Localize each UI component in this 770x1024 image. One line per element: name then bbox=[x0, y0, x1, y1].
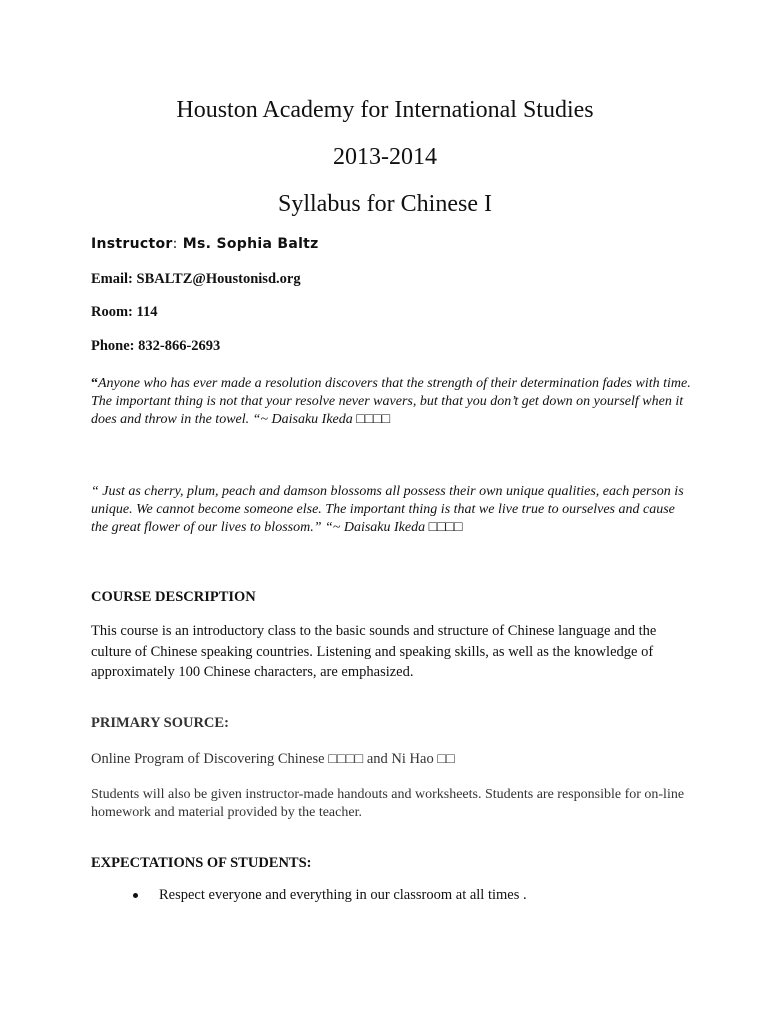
instructor-label: Instructor bbox=[91, 236, 173, 252]
expectations-list bbox=[133, 886, 693, 905]
expectations-heading: EXPECTATIONS OF STUDENTS: bbox=[91, 855, 312, 871]
quote-1-open-mark: “ bbox=[91, 376, 98, 391]
expectation-text: Respect everyone and everything in our classroom at all times . bbox=[159, 887, 527, 903]
room-line: Room: 114 bbox=[91, 304, 158, 320]
quote-1-text: Anyone who has ever made a resolution discovers that the strength of their determination fades with time. The important thing is not that your resolve never wavers, but that you don’t get down on yourself when it does and throw in the towel. “~ Daisaku Ikeda □□□□ bbox=[91, 376, 691, 427]
course-description-text: This course is an introductory class to the basic sounds and structure of Chinese language and the culture of Chinese speaking countries. Listening and speaking skills, as well as the knowledge of approximately 100 Chinese characters, are emphasized. bbox=[91, 623, 657, 680]
quote-1 bbox=[91, 375, 691, 429]
quote-2 bbox=[91, 483, 691, 537]
instructor-name: Ms. Sophia Baltz bbox=[177, 236, 319, 252]
school-year: 2013-2014 bbox=[333, 144, 437, 170]
bullet-icon bbox=[133, 893, 138, 898]
primary-source-text: Online Program of Discovering Chinese □□□□ and Ni Hao □□ bbox=[91, 751, 455, 767]
instructor-colon: : bbox=[172, 236, 178, 252]
primary-source-heading: PRIMARY SOURCE: bbox=[91, 715, 229, 731]
course-description-heading: COURSE DESCRIPTION bbox=[91, 589, 256, 605]
quote-2-text: “ Just as cherry, plum, peach and damson blossoms all possess their own unique qualities, each person is unique. We cannot become someone else. The important thing is that we live true to ourselves and cause the great flower of our lives to blossom.” “~ Daisaku Ikeda □□□□ bbox=[91, 484, 684, 535]
instructor-line bbox=[91, 235, 691, 253]
email-line: Email: SBALTZ@Houstonisd.org bbox=[91, 271, 301, 287]
school-title: Houston Academy for International Studies bbox=[176, 97, 594, 123]
list-item bbox=[133, 886, 693, 905]
phone-line: Phone: 832-866-2693 bbox=[91, 338, 221, 354]
syllabus-title: Syllabus for Chinese I bbox=[278, 191, 492, 217]
students-materials-text: Students will also be given instructor-made handouts and worksheets. Students are responsible for on-line homework and material provided by the teacher. bbox=[91, 787, 685, 820]
